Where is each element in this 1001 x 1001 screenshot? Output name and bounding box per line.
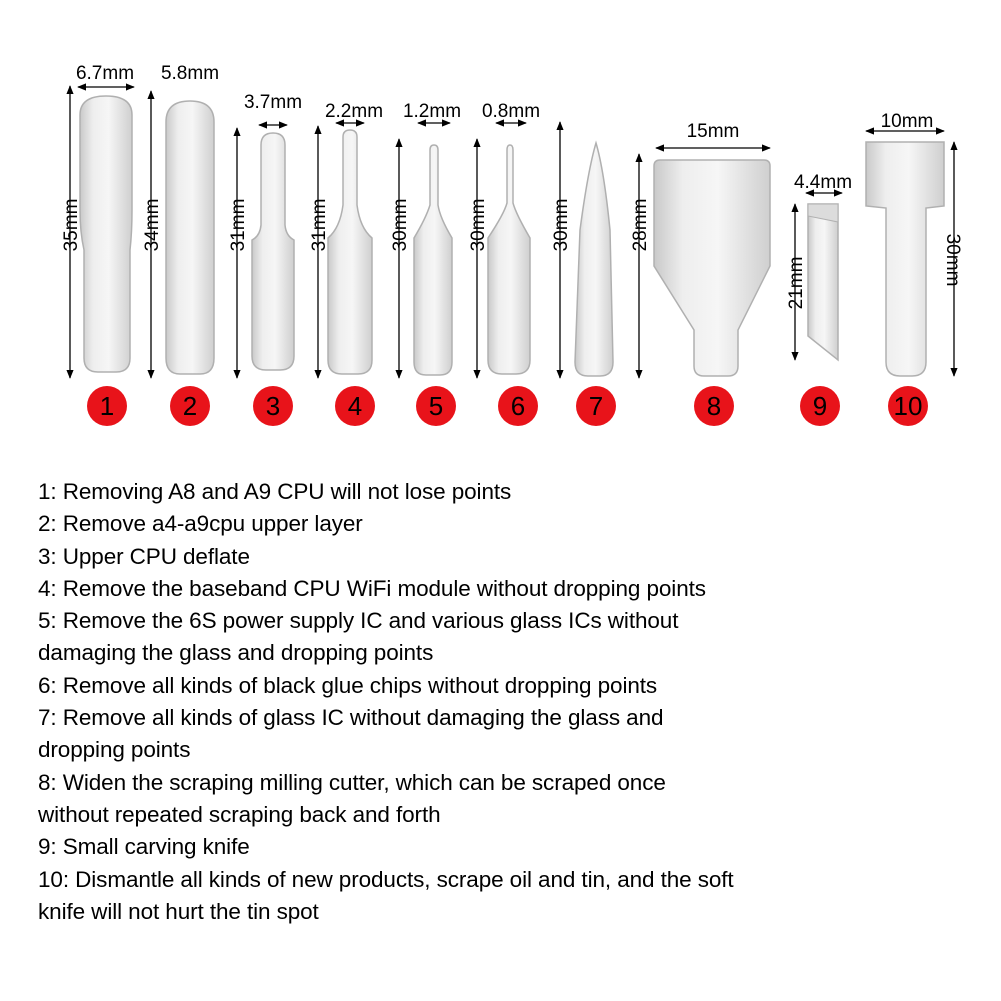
description-line: damaging the glass and dropping points bbox=[38, 640, 434, 666]
tool-8-length-label: 28mm bbox=[630, 198, 651, 252]
tool-7-length-label: 30mm bbox=[551, 198, 572, 252]
tool-diagram bbox=[0, 0, 1001, 460]
tool-3-width-label: 3.7mm bbox=[243, 92, 303, 113]
description-line: 8: Widen the scraping milling cutter, which can be scraped once bbox=[38, 769, 666, 795]
tool-5-number: 5 bbox=[428, 391, 444, 421]
tool-8-number: 8 bbox=[706, 391, 722, 421]
description-line: without repeated scraping back and forth bbox=[38, 801, 441, 827]
tool-5-length-label: 30mm bbox=[390, 198, 411, 252]
tool-10-width-label: 10mm bbox=[880, 111, 934, 132]
description-line: 4: Remove the baseband CPU WiFi module without dropping points bbox=[38, 575, 706, 601]
tool-9-width-label: 4.4mm bbox=[793, 172, 853, 193]
number-badges bbox=[87, 386, 928, 426]
tool-2-blade bbox=[166, 101, 214, 374]
tool-9-blade bbox=[808, 204, 838, 360]
tool-10-length-label: 30mm bbox=[942, 233, 963, 287]
tool-1-length-label: 35mm bbox=[61, 198, 82, 252]
tool-2-length-label: 34mm bbox=[142, 198, 163, 252]
description-line: 6: Remove all kinds of black glue chips without dropping points bbox=[38, 672, 658, 698]
tool-9-number: 9 bbox=[812, 391, 828, 421]
tool-4-blade bbox=[328, 130, 372, 374]
tool-1-blade bbox=[80, 96, 132, 372]
tool-descriptions bbox=[38, 476, 968, 928]
tool-1-width-label: 6.7mm bbox=[75, 63, 135, 84]
tool-4-width-label: 2.2mm bbox=[324, 101, 384, 122]
tool-2-width-label: 5.8mm bbox=[160, 63, 220, 84]
tool-10-blade bbox=[866, 142, 944, 376]
description-line: 1: Removing A8 and A9 CPU will not lose points bbox=[38, 479, 512, 504]
tool-8-blade bbox=[654, 160, 770, 376]
tool-3-blade bbox=[252, 133, 294, 370]
tool-6-number: 6 bbox=[510, 391, 526, 421]
tool-7-blade bbox=[575, 143, 613, 376]
tool-5-width-label: 1.2mm bbox=[402, 101, 462, 122]
description-line: knife will not hurt the tin spot bbox=[38, 898, 319, 924]
description-line: 7: Remove all kinds of glass IC without damaging the glass and bbox=[38, 705, 664, 731]
tool-4-length-label: 31mm bbox=[309, 198, 330, 252]
blades bbox=[80, 96, 944, 376]
description-line: 9: Small carving knife bbox=[38, 834, 250, 860]
description-line: 3: Upper CPU deflate bbox=[38, 543, 250, 569]
tool-6-length-label: 30mm bbox=[468, 198, 489, 252]
tool-2-number: 2 bbox=[182, 391, 198, 421]
description-line: dropping points bbox=[38, 737, 191, 763]
tool-7-number: 7 bbox=[588, 391, 604, 421]
tool-1-number: 1 bbox=[99, 391, 115, 421]
tool-3-number: 3 bbox=[265, 391, 281, 421]
tool-4-number: 4 bbox=[347, 391, 363, 421]
description-line: 2: Remove a4-a9cpu upper layer bbox=[38, 511, 363, 537]
tool-5-blade bbox=[414, 145, 452, 375]
tool-10-number: 10 bbox=[893, 391, 923, 421]
tool-6-blade bbox=[488, 145, 530, 374]
tool-6-width-label: 0.8mm bbox=[481, 101, 541, 122]
tool-8-width-label: 15mm bbox=[686, 121, 740, 142]
tool-9-length-label: 21mm bbox=[786, 256, 807, 310]
description-line: 10: Dismantle all kinds of new products, scrape oil and tin, and the soft bbox=[38, 866, 734, 892]
description-line: 5: Remove the 6S power supply IC and various glass ICs without bbox=[38, 608, 679, 634]
tool-3-length-label: 31mm bbox=[228, 198, 249, 252]
